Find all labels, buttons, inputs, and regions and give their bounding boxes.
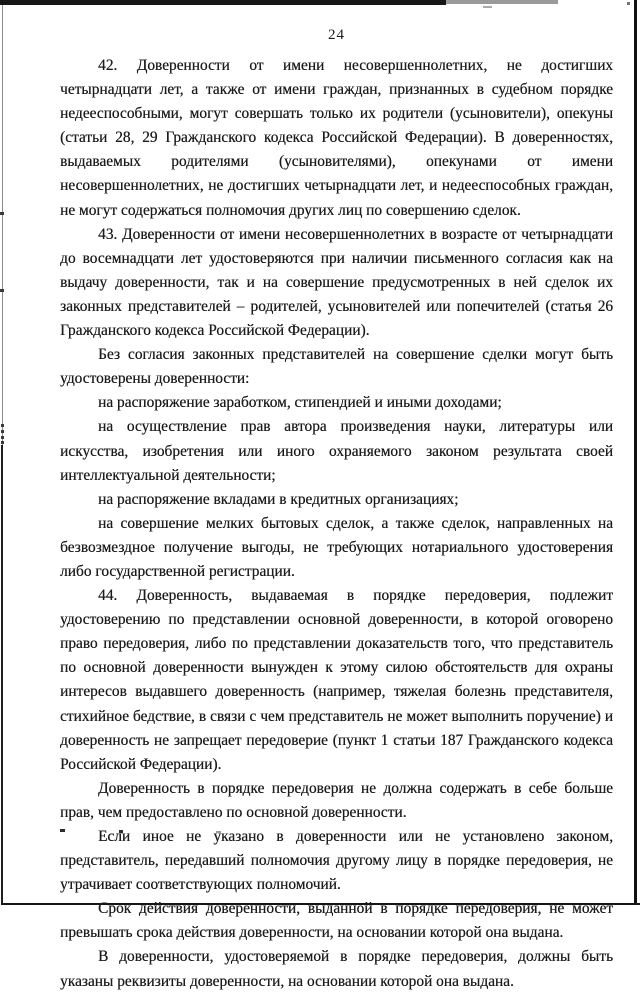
scan-edge-right — [634, 0, 637, 905]
paragraph-43: 43. Доверенности от имени несовершеннолетних в возрасте от четырнадцати до восемнадцати лет удостоверяются при наличии письменного согласия как на выдачу доверенности, так и на совершение предусмотренных в ней сделок их законных представителей – родителей, усыновителей или попечителей (статья 26 Гражданского кодекса Российской Федерации). — [60, 225, 613, 340]
paragraph-list-item: на распоряжение вкладами в кредитных организациях; — [98, 490, 459, 508]
scan-edge-left-upper — [2, 5, 3, 445]
scan-tick-mark — [1, 430, 4, 433]
scan-tick-mark — [0, 289, 4, 292]
paragraph-list-item: на распоряжение заработком, стипендией и иными доходами; — [98, 394, 502, 412]
document-body — [60, 54, 613, 994]
scan-tick-mark — [0, 212, 4, 215]
paragraph-42: 42. Доверенности от имени несовершеннолетних, не достигших четырнадцати лет, а также от имени граждан, признанных в судебном порядке недееспособными, могут совершать только их родители (усыновители), опекуны (статьи 28, 29 Гражданского кодекса Российской Федерации). В доверенностях, выдаваемых родителями (усыновителями), опекунами от имени несовершеннолетних, не достигших четырнадцати лет, и недееспособных граждан, не могут содержаться полномочия других лиц по совершению сделок. — [60, 57, 613, 219]
scan-edge-left-lower — [1, 445, 3, 905]
paragraph: В доверенности, удостоверяемой в порядке передоверия, должны быть указаны реквизиты доверенности, на основании которой она выдана. — [60, 948, 613, 990]
scan-speck — [627, 2, 630, 5]
paragraph-consent-intro: Без согласия законных представителей на совершение сделки могут быть удостоверены доверенности: — [60, 346, 613, 388]
scan-tick-mark — [1, 436, 4, 439]
scan-edge-top-light — [446, 0, 558, 4]
scan-tick-mark — [1, 441, 4, 444]
scan-edge-top-dash — [483, 6, 492, 8]
paragraph-44: 44. Доверенность, выдаваемая в порядке передоверия, подлежит удостоверению по представлении основной доверенности, в которой оговорено право передоверия, либо по представлении доказательств того, что представитель по основной доверенности вынужден к этому силою обстоятельств для охраны интересов выдавшего доверенность (например, тяжелая болезнь представителя, стихийное бедствие, в связи с чем представитель не может выполнить поручение) и доверенность не запрещает передоверие (пункт 1 статьи 187 Гражданского кодекса Российской Федерации). — [60, 587, 613, 773]
paragraph: Срок действия доверенности, выданной в порядке передоверия, не может превышать срока действия доверенности, на основании которой она выдана. — [60, 900, 613, 942]
paragraph: Доверенность в порядке передоверия не должна содержать в себе больше прав, чем предоставлено по основной доверенности. — [60, 779, 613, 821]
paragraph-list-item: на осуществление прав автора произведения науки, литературы или искусства, изобретения или иного охраняемого законом результата своей интеллектуальной деятельности; — [60, 418, 613, 484]
paragraph: Если иное не указано в доверенности или не установлено законом, представитель, передавший полномочия другому лицу в порядке передоверия, не утрачивает соответствующих полномочий. — [60, 828, 613, 894]
scan-tick-mark — [1, 424, 4, 427]
page-number: 24 — [328, 27, 345, 43]
paragraph-list-item: на совершение мелких бытовых сделок, а также сделок, направленных на безвозмездное получение выгоды, не требующих нотариального удостоверения либо государственной регистрации. — [60, 514, 613, 580]
scan-edge-top-dark — [0, 0, 446, 5]
